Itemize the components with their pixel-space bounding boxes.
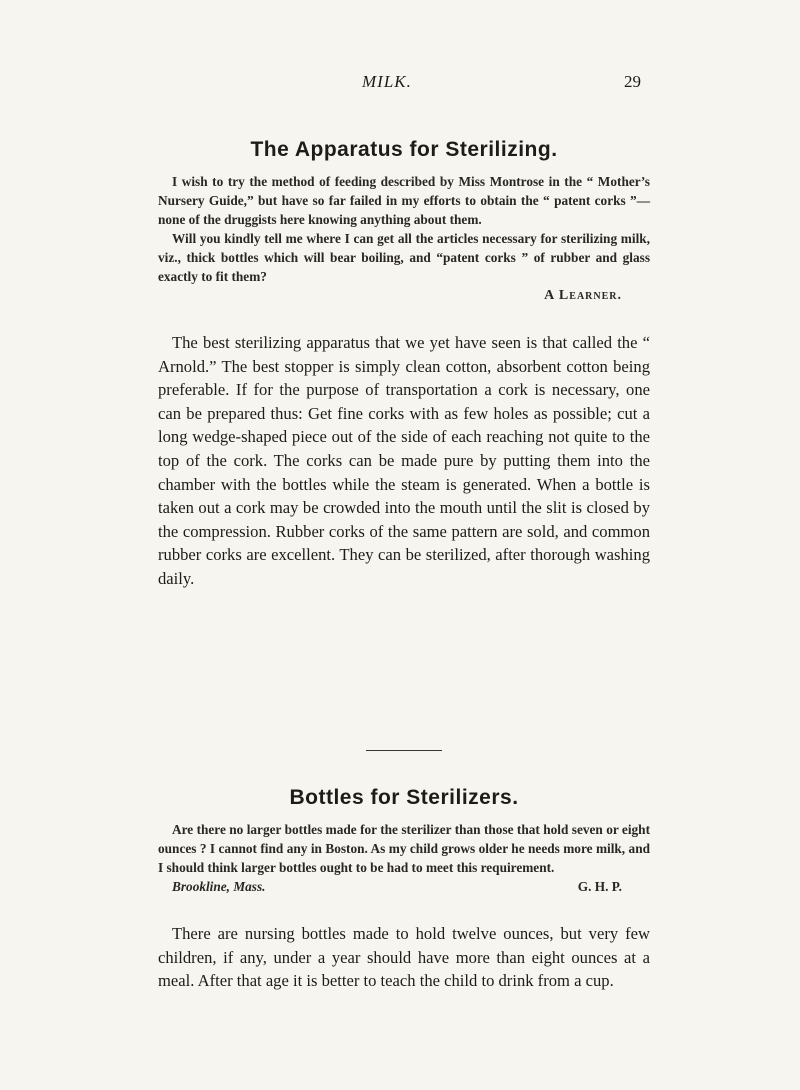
section-title-bottles: Bottles for Sterilizers. [289, 786, 519, 809]
reader-letter-apparatus [158, 172, 650, 305]
letter-signature-line [158, 877, 650, 896]
section-title-apparatus: The Apparatus for Sterilizing. [250, 138, 558, 161]
reader-letter-bottles [158, 820, 650, 896]
answer-paragraph: The best sterilizing apparatus that we yet have seen is that called the “ Arnold.” The best stopper is simply clean cotton, absorbent cotton being preferable. If for the purpose of transportation a cork is necessary, one can be prepared thus: Get fine corks with as few holes as possible; cut a long wedge-shaped piece out of the side of each reaching not quite to the top of the cork. The corks can be made pure by putting them into the chamber with the bottles while the steam is generated. When a bottle is taken out a cork may be crowded into the mouth until the slit is closed by the compression. Rubber corks of the same pattern are sold, and common rubber corks are excellent. They can be sterilized, after thorough washing daily. [158, 333, 650, 588]
letter-signature: A Learner. [544, 288, 622, 303]
letter-paragraph: Will you kindly tell me where I can get all the articles necessary for sterilizing milk, viz., thick bottles which will bear boiling, and “patent corks ” of rubber and glass exactly to fit them? [158, 231, 650, 284]
editor-answer-apparatus [158, 331, 650, 591]
section-divider [366, 750, 442, 751]
letter-paragraph: Are there no larger bottles made for the sterilizer than those that hold seven or eight ounces ? I cannot find any in Boston. As my child grows older he needs more milk, and I should think larger bottles ought to be had to meet this requirement. [158, 822, 650, 875]
letter-paragraph: I wish to try the method of feeding described by Miss Montrose in the “ Mother’s Nursery Guide,” but have so far failed in my efforts to obtain the “ patent corks ”—none of the druggists here knowing anything about them. [158, 174, 650, 227]
page-number: 29 [624, 72, 641, 91]
answer-paragraph: There are nursing bottles made to hold twelve ounces, but very few children, if any, under a year should have more than eight ounces at a meal. After that age it is better to teach the child to drink from a cup. [158, 924, 650, 991]
letter-signature: G. H. P. [577, 879, 622, 894]
running-head [0, 72, 800, 96]
editor-answer-bottles [158, 922, 650, 993]
letter-location: Brookline, Mass. [172, 879, 266, 894]
running-title: MILK. [362, 72, 412, 91]
